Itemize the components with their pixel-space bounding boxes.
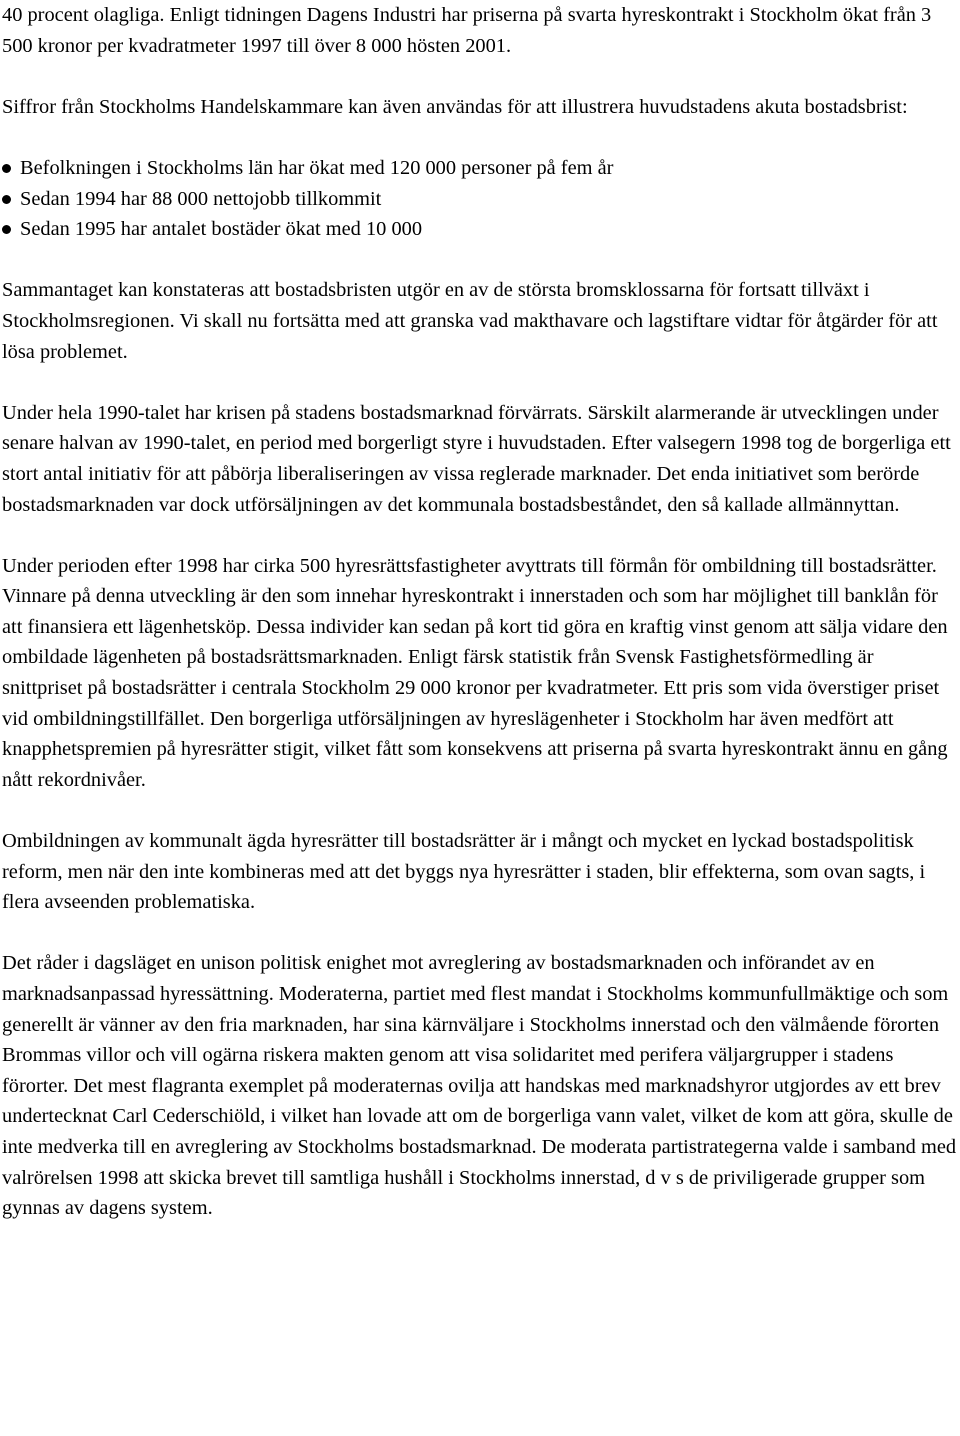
paragraph-political-consensus: Det råder i dagsläget en unison politisk enighet mot avreglering av bostadsmarknaden och införandet av en marknadsanpassad hyressättning. Moderaterna, partiet med flest mandat i Stockholms kommunfullmäktige och som generellt är vänner av den fria marknaden, har sina kärnväljare i Stockholms innerstad och den välmående förorten Brommas villor och vill ogärna riskera makten genom att visa solidaritet med perifera väljargrupper i stadens förorter. Det mest flagranta exemplet på moderaternas ovilja att handskas med marknadshyror utgjordes av ett brev undertecknat Carl Cederschiöld, i vilket han lovade att om de borgerliga vann valet, vilket de kom att göra, skulle de inte medverka till en avreglering av Stockholms bostadsmarknad. De moderata partistrategerna valde i samband med valrörelsen 1998 att skicka brevet till samtliga hushåll i Stockholms innerstad, d v s de priviligerade grupper som gynnas av dagens system. xyxy=(2,952,957,1220)
bullet-dot-icon xyxy=(2,164,11,173)
paragraph-spacer xyxy=(2,918,958,949)
paragraph-1990s-crisis: Under hela 1990-talet har krisen på stadens bostadsmarknad förvärrats. Särskilt alarmerande är utvecklingen under senare halvan av 1990-talet, en period med borgerligt styre i huvudstaden. Efter valsegern 1998 tog de borgerliga ett stort antal initiativ för att påbörja liberaliseringen av vissa reglerade marknader. Det enda initiativet som berörde bostadsmarknaden var dock utförsäljningen av det kommunala bostadsbeståndet, den så kallade allmännyttan. xyxy=(2,401,951,516)
paragraph-spacer xyxy=(2,122,958,153)
bullet-dot-icon xyxy=(2,195,11,204)
paragraph-price-increase: 40 procent olagliga. Enligt tidningen Dagens Industri har priserna på svarta hyreskontrakt i Stockholm ökat från 3 500 kronor per kvadratmeter 1997 till över 8 000 hösten 2001. xyxy=(2,4,932,57)
paragraph-intro-statistics: Siffror från Stockholms Handelskammare kan även användas för att illustrera huvudstadens akuta bostadsbrist: xyxy=(2,95,908,118)
paragraph-spacer xyxy=(2,61,958,92)
paragraph-spacer xyxy=(2,795,958,826)
bullet-item xyxy=(2,153,958,184)
paragraph-spacer xyxy=(2,367,958,398)
bullet-text: Befolkningen i Stockholms län har ökat med 120 000 personer på fem år xyxy=(20,156,614,179)
paragraph-summary: Sammantaget kan konstateras att bostadsbristen utgör en av de största bromsklossarna för fortsatt tillväxt i Stockholmsregionen. Vi skall nu fortsätta med att granska vad makthavare och lagstiftare vidtar för åtgärder för att lösa problemet. xyxy=(2,279,938,363)
paragraph-reform-assessment: Ombildningen av kommunalt ägda hyresrätter till bostadsrätter är i mångt och mycket en lyckad bostadspolitisk reform, men när den inte kombineras med att det byggs nya hyresrätter i staden, blir effekterna, som ovan sagts, i flera avseenden problematiska. xyxy=(2,830,926,914)
bullet-item xyxy=(2,184,958,215)
bullet-text: Sedan 1995 har antalet bostäder ökat med 10 000 xyxy=(20,218,423,241)
bullet-dot-icon xyxy=(2,225,11,234)
paragraph-spacer xyxy=(2,245,958,276)
bullet-text: Sedan 1994 har 88 000 nettojobb tillkommit xyxy=(20,187,382,210)
paragraph-spacer xyxy=(2,520,958,551)
statistics-bullet-list xyxy=(2,153,958,245)
document-page xyxy=(2,0,958,1224)
bullet-item xyxy=(2,214,958,245)
paragraph-conversions: Under perioden efter 1998 har cirka 500 hyresrättsfastigheter avyttrats till förmån för ombildning till bostadsrätter. Vinnare på denna utveckling är den som innehar hyreskontrakt i innerstaden och som har möjlighet till banklån för att finansiera ett lägenhetsköp. Dessa individer kan sedan på kort tid göra en kraftig vinst genom att sälja vidare den ombildade lägenheten på bostadsrättsmarknaden. Enligt färsk statistik från Svensk Fastighetsförmedling är snittpriset på bostadsrätter i centrala Stockholm 29 000 kronor per kvadratmeter. Ett pris som vida överstiger priset vid ombildningstillfället. Den borgerliga utförsäljningen av hyreslägenheter i Stockholm har även medfört att knapphetspremien på hyresrätter stigit, vilket fått som konsekvens att priserna på svarta hyreskontrakt ännu en gång nått rekordnivåer. xyxy=(2,554,948,791)
